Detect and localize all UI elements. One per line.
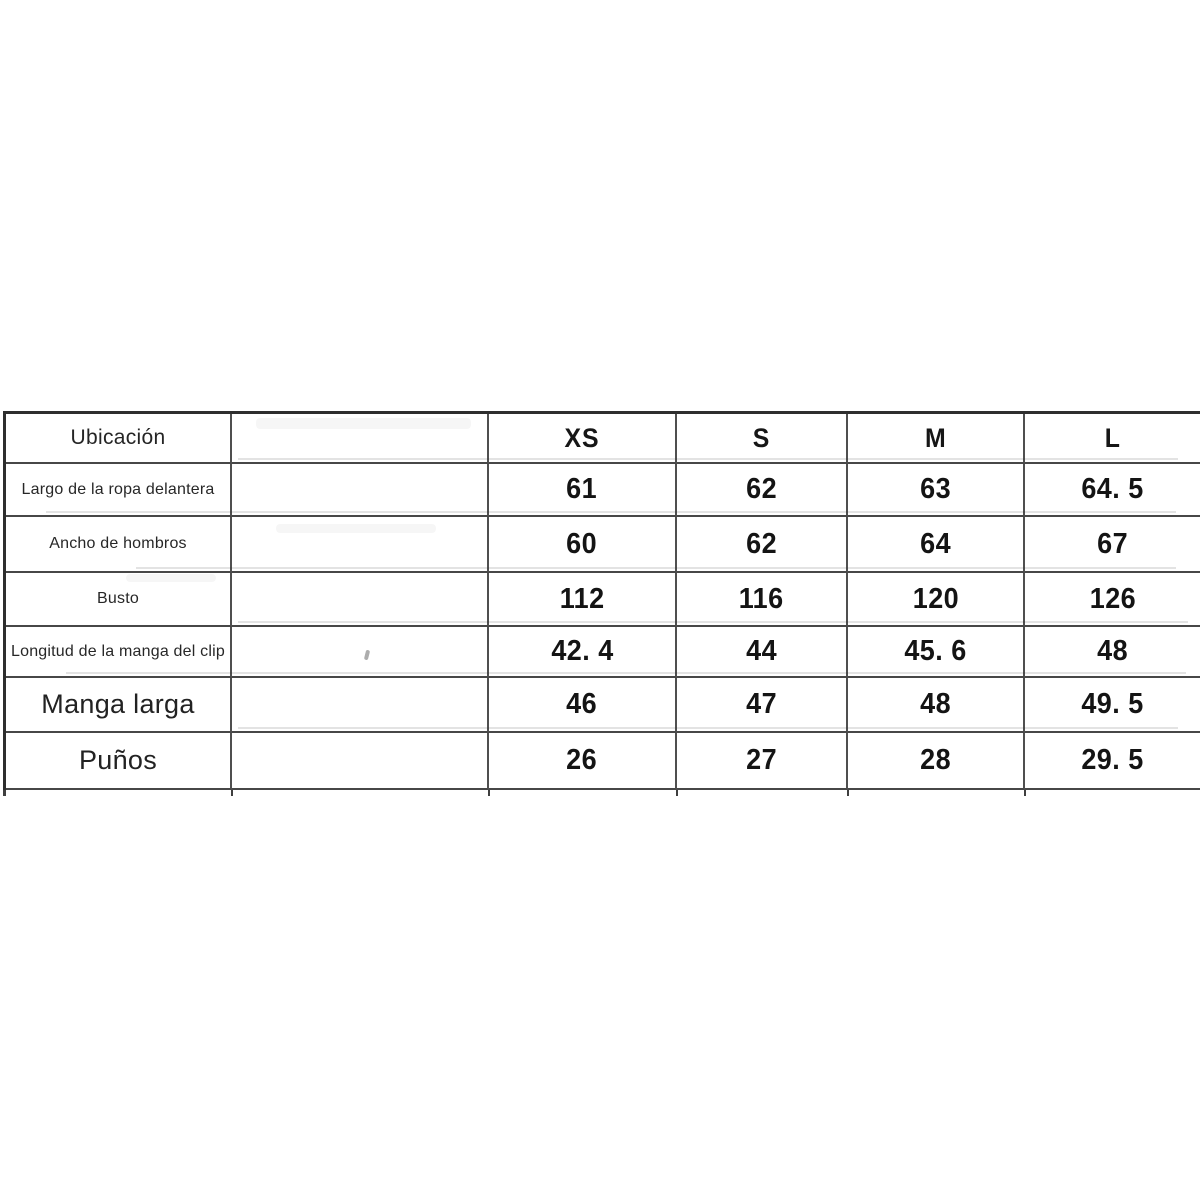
value-text: 62	[746, 527, 777, 560]
row-image-cell	[232, 733, 489, 790]
value-text: 28	[920, 744, 951, 776]
size-chart-table	[3, 411, 1200, 790]
row-image-cell	[232, 573, 489, 627]
value-cell	[489, 464, 677, 517]
header-location-cell	[6, 414, 232, 464]
header-size-l	[1025, 414, 1200, 464]
value-cell	[677, 733, 848, 790]
value-text: 64	[920, 527, 951, 560]
row-label: Manga larga	[41, 689, 195, 719]
size-chart-grid	[6, 414, 1200, 790]
value-text: 44	[746, 635, 777, 667]
value-cell	[1025, 573, 1200, 627]
scan-artifact	[231, 790, 233, 796]
row-image-cell	[232, 517, 489, 573]
value-text: 63	[920, 473, 951, 505]
size-s-label: S	[752, 422, 771, 453]
value-text: 60	[566, 527, 598, 560]
value-cell	[677, 627, 848, 678]
value-text: 62	[746, 473, 777, 505]
row-label-cell	[6, 517, 232, 573]
value-cell	[848, 517, 1025, 573]
value-text: 126	[1089, 582, 1136, 615]
value-cell	[1025, 517, 1200, 573]
header-size-m	[848, 414, 1025, 464]
value-cell	[489, 733, 677, 790]
value-cell	[848, 627, 1025, 678]
value-text: 47	[746, 688, 777, 720]
header-size-s	[677, 414, 848, 464]
row-image-cell	[232, 627, 489, 678]
header-size-xs	[489, 414, 677, 464]
value-cell	[489, 678, 677, 733]
value-cell	[848, 464, 1025, 517]
value-cell	[1025, 733, 1200, 790]
row-label-cell	[6, 573, 232, 627]
row-image-cell	[232, 464, 489, 517]
value-cell	[489, 517, 677, 573]
size-xs-label: XS	[564, 422, 600, 453]
value-text: 64. 5	[1081, 473, 1144, 505]
value-text: 116	[739, 582, 784, 615]
value-cell	[489, 627, 677, 678]
value-cell	[677, 678, 848, 733]
value-text: 29. 5	[1081, 744, 1144, 776]
row-label-cell	[6, 678, 232, 733]
value-text: 45. 6	[904, 635, 967, 667]
size-l-label: L	[1104, 422, 1121, 453]
row-label: Puños	[78, 745, 158, 775]
value-cell	[1025, 678, 1200, 733]
value-text: 48	[1097, 635, 1128, 667]
scan-artifact	[676, 790, 678, 796]
value-cell	[677, 573, 848, 627]
value-text: 26	[566, 744, 598, 776]
row-label: Busto	[97, 590, 139, 607]
value-cell	[848, 733, 1025, 790]
value-cell	[848, 678, 1025, 733]
value-text: 120	[912, 582, 959, 615]
value-text: 27	[746, 744, 777, 776]
scan-artifact	[1024, 790, 1026, 796]
row-label: Largo de la ropa delantera	[21, 480, 215, 498]
row-label-cell	[6, 464, 232, 517]
scan-artifact	[488, 790, 490, 796]
row-label: Ancho de hombros	[49, 535, 187, 552]
header-image-cell	[232, 414, 489, 464]
row-label: Longitud de la manga del clip	[11, 642, 225, 660]
header-location-label: Ubicación	[70, 426, 166, 449]
value-text: 48	[920, 688, 951, 720]
size-m-label: M	[924, 422, 947, 453]
value-text: 42. 4	[550, 635, 614, 667]
value-cell	[677, 517, 848, 573]
value-cell	[1025, 464, 1200, 517]
value-text: 49. 5	[1081, 688, 1144, 720]
value-cell	[1025, 627, 1200, 678]
value-cell	[489, 573, 677, 627]
row-image-cell	[232, 678, 489, 733]
value-text: 61	[566, 473, 598, 505]
scan-artifact	[3, 790, 6, 796]
value-text: 46	[566, 688, 598, 720]
scan-artifact	[847, 790, 849, 796]
row-label-cell	[6, 733, 232, 790]
value-text: 112	[559, 582, 605, 615]
row-label-cell	[6, 627, 232, 678]
value-text: 67	[1097, 527, 1128, 560]
value-cell	[848, 573, 1025, 627]
value-cell	[677, 464, 848, 517]
